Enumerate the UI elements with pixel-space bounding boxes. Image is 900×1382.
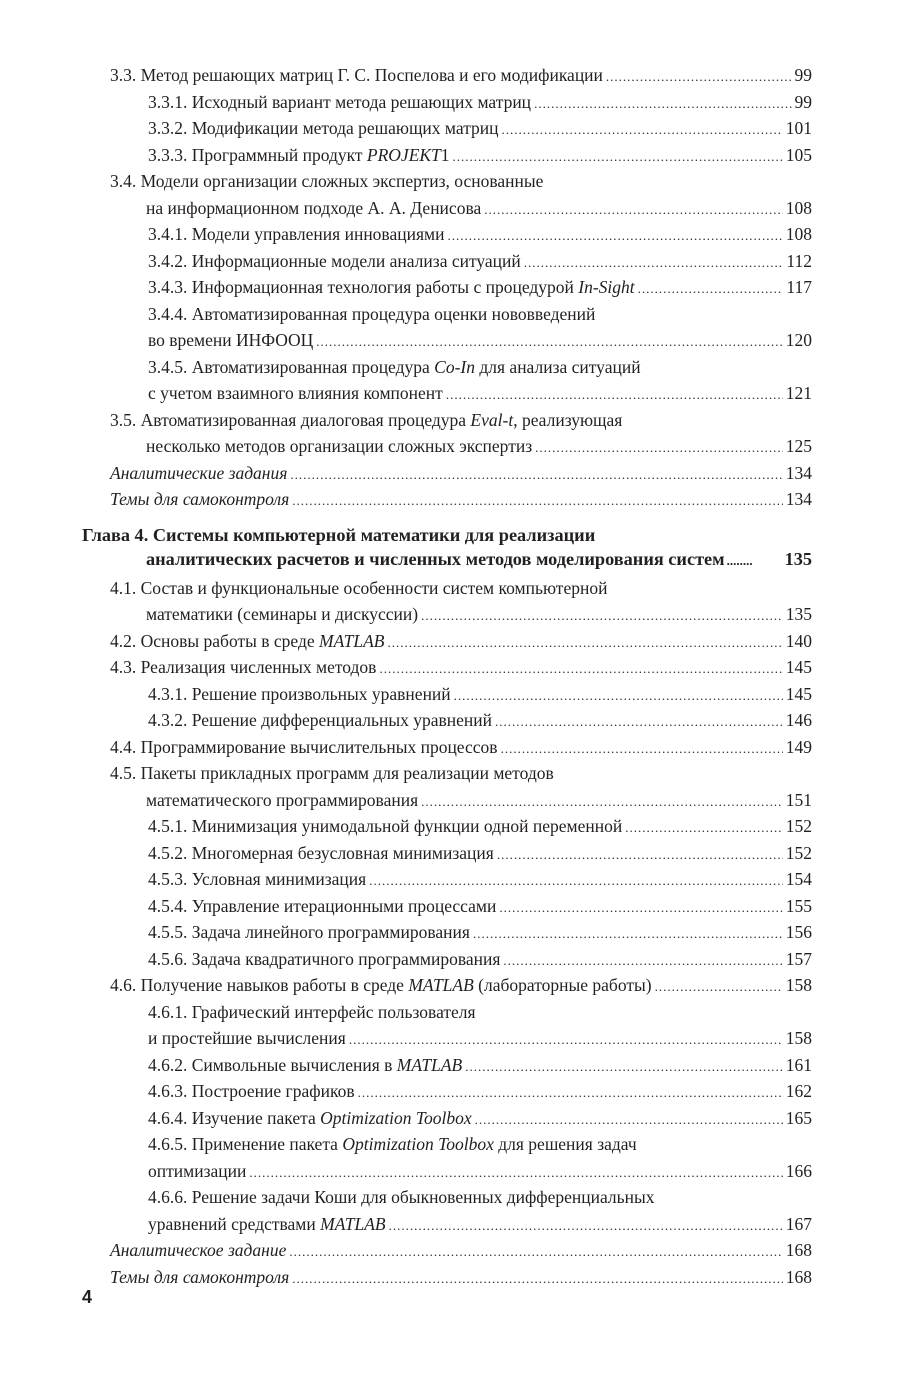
dot-leader (524, 250, 784, 277)
toc-entry (0, 301, 900, 354)
toc-entry-title: 4.5.1. Минимизация унимодальной функции одной переменной (148, 816, 623, 836)
toc-entry (0, 575, 900, 628)
dot-leader (454, 683, 783, 710)
toc-entry-title: 3.3.3. Программный продукт PROJEKT1 (148, 144, 450, 165)
toc-entry-title: 4.1. Состав и функциональные особенности систем компьютерной (110, 577, 608, 598)
toc-entry-title: 4.5.3. Условная минимизация (148, 869, 367, 889)
toc-entry (0, 354, 900, 407)
toc-entry-title: Аналитические задания (110, 462, 288, 483)
toc-entry-page: 101 (785, 118, 812, 138)
toc-entry (0, 460, 900, 487)
dot-leader (473, 921, 783, 948)
toc-entry (0, 1052, 900, 1079)
toc-entry-title: 4.6. Получение навыков работы в среде MATLAB (лабораторные работы) (110, 975, 652, 995)
dot-leader (379, 656, 782, 683)
toc-entry-title: на информационном подходе А. А. Денисова (146, 197, 482, 218)
toc-entry (0, 628, 900, 655)
toc-entry-page: 99 (794, 65, 812, 85)
toc-entry-title: Аналитическое задание (110, 1240, 287, 1260)
dot-leader (499, 895, 782, 922)
dot-leader (389, 1213, 783, 1240)
toc-entry-title: 4.5.4. Управление итерационными процессами (148, 895, 497, 916)
toc-entry-title: 4.6.1. Графический интерфейс пользователя (148, 1001, 476, 1022)
toc-entry (0, 89, 900, 116)
dot-leader (387, 630, 782, 657)
dot-leader (292, 488, 783, 515)
dot-leader (495, 709, 783, 736)
dot-leader (349, 1027, 783, 1054)
toc-entry-page: 145 (785, 683, 812, 704)
toc-entry-title: 3.4.2. Информационные модели анализа ситуаций (148, 250, 521, 271)
toc-entry-title: Темы для самоконтроля (110, 1266, 290, 1287)
toc-entry-page: 135 (784, 548, 812, 569)
dot-leader (358, 1080, 783, 1107)
toc-entry-page: 165 (785, 1107, 812, 1128)
toc-entry (0, 707, 900, 734)
toc-entry (0, 62, 900, 89)
toc-entry-title: 3.3. Метод решающих матриц Г. С. Поспелова и его модификации (110, 65, 603, 85)
toc-entry-title: 4.6.3. Построение графиков (148, 1081, 355, 1101)
dot-leader (727, 549, 783, 573)
toc-entry-title: 3.4.5. Автоматизированная процедура Co-In для анализа ситуаций (148, 356, 641, 377)
toc-entry (0, 1078, 900, 1105)
dot-leader (465, 1054, 783, 1081)
toc-entry-page: 167 (785, 1213, 812, 1234)
toc-entry-page: 108 (785, 224, 812, 244)
toc-entry-title: несколько методов организации сложных экспертиз (146, 436, 533, 456)
dot-leader (292, 1266, 783, 1293)
toc-entry-title: во времени ИНФООЦ (148, 330, 314, 350)
toc-entry (0, 946, 900, 973)
table-of-contents (0, 62, 900, 1290)
toc-entry (0, 972, 900, 999)
dot-leader (502, 117, 783, 144)
toc-entry-page: 152 (785, 842, 812, 863)
toc-entry-title: 4.3. Реализация численных методов (110, 657, 377, 677)
dot-leader (535, 435, 783, 462)
toc-entry-title: 3.3.2. Модификации метода решающих матриц (148, 118, 499, 138)
toc-entry-page: 151 (785, 789, 812, 810)
toc-entry-title: 3.4.1. Модели управления инновациями (148, 224, 445, 244)
toc-entry (0, 1264, 900, 1291)
toc-entry-page: 155 (785, 895, 812, 916)
toc-entry-page: 145 (785, 657, 812, 677)
toc-entry-title: математического программирования (146, 789, 419, 810)
toc-entry (0, 654, 900, 681)
toc-entry-page: 121 (785, 383, 812, 403)
toc-entry-page: 158 (785, 975, 812, 995)
toc-entry-title: 4.3.1. Решение произвольных уравнений (148, 683, 451, 704)
dot-leader (289, 1239, 782, 1266)
page-number: 4 (82, 1287, 93, 1307)
toc-entry-title: 4.6.6. Решение задачи Коши для обыкновенных дифференциальных (148, 1187, 655, 1207)
dot-leader (475, 1107, 783, 1134)
toc-entry (0, 866, 900, 893)
toc-entry-title: 4.3.2. Решение дифференциальных уравнений (148, 710, 493, 730)
toc-entry (0, 221, 900, 248)
toc-entry-page: 134 (785, 489, 812, 509)
toc-entry-title: аналитических расчетов и численных методов моделирования систем (146, 548, 725, 569)
toc-entry-title: 3.4.3. Информационная технология работы с процедурой In-Sight (148, 277, 635, 297)
toc-entry (0, 760, 900, 813)
toc-entry-page: 149 (785, 736, 812, 757)
dot-leader (421, 789, 783, 816)
toc-entry-page: 157 (785, 948, 812, 969)
dot-leader (369, 868, 783, 895)
toc-entry-page: 99 (794, 91, 812, 112)
dot-leader (421, 603, 783, 630)
dot-leader (606, 64, 792, 91)
dot-leader (655, 974, 783, 1001)
dot-leader (503, 948, 782, 975)
toc-entry (0, 919, 900, 946)
toc-entry-title: уравнений средствами MATLAB (148, 1213, 386, 1234)
toc-entry-title: 3.5. Автоматизированная диалоговая процедура Eval-t, реализующая (110, 409, 623, 430)
dot-leader (249, 1160, 782, 1187)
toc-entry (0, 168, 900, 221)
toc-entry (0, 734, 900, 761)
toc-entry (0, 1184, 900, 1237)
toc-entry (0, 115, 900, 142)
toc-entry-page: 152 (785, 816, 812, 836)
toc-entry-title: 3.3.1. Исходный вариант метода решающих матриц (148, 91, 532, 112)
dot-leader (446, 382, 783, 409)
toc-entry (0, 248, 900, 275)
toc-entry (0, 1131, 900, 1184)
toc-entry (0, 1237, 900, 1264)
toc-entry-page: 134 (785, 462, 812, 483)
toc-entry-title: 3.4. Модели организации сложных экспертиз, основанные (110, 171, 544, 191)
toc-entry (0, 813, 900, 840)
dot-leader (316, 329, 783, 356)
toc-entry-page: 108 (785, 197, 812, 218)
dot-leader (447, 223, 782, 250)
toc-entry-page: 140 (785, 630, 812, 651)
toc-entry-page: 162 (785, 1081, 812, 1101)
dot-leader (638, 276, 784, 303)
dot-leader (534, 91, 791, 118)
toc-entry (0, 274, 900, 301)
toc-entry-page: 117 (786, 277, 812, 297)
toc-entry-page: 105 (785, 144, 812, 165)
toc-entry-page: 146 (785, 710, 812, 730)
toc-entry (0, 407, 900, 460)
dot-leader (497, 842, 783, 869)
toc-entry-title: 4.5. Пакеты прикладных программ для реализации методов (110, 763, 554, 783)
toc-entry (0, 840, 900, 867)
toc-entry-title: Глава 4. Системы компьютерной математики для реализации (82, 524, 596, 545)
toc-entry-title: 4.6.5. Применение пакета Optimization Toolbox для решения задач (148, 1134, 637, 1154)
dot-leader (290, 462, 782, 489)
toc-entry-page: 120 (785, 330, 812, 350)
toc-entry-title: 4.6.4. Изучение пакета Optimization Toolbox (148, 1107, 472, 1128)
toc-entry-page: 135 (785, 604, 812, 624)
toc-entry-title: Темы для самоконтроля (110, 489, 290, 509)
toc-entry (0, 1105, 900, 1132)
toc-entry-title: математики (семинары и дискуссии) (146, 604, 419, 624)
toc-entry-page: 158 (785, 1028, 812, 1048)
toc-entry-page: 112 (786, 250, 812, 271)
toc-entry-page: 156 (785, 922, 812, 942)
toc-entry (0, 681, 900, 708)
toc-entry (0, 893, 900, 920)
dot-leader (453, 144, 783, 171)
toc-entry-title: 4.5.2. Многомерная безусловная минимизация (148, 842, 494, 863)
dot-leader (625, 815, 783, 842)
toc-entry (0, 486, 900, 513)
toc-entry-title: 4.2. Основы работы в среде MATLAB (110, 630, 385, 651)
toc-entry-title: 3.4.4. Автоматизированная процедура оценки нововведений (148, 303, 596, 324)
toc-entry (0, 999, 900, 1052)
toc-entry-title: 4.5.5. Задача линейного программирования (148, 922, 470, 942)
toc-entry-page: 168 (785, 1240, 812, 1260)
chapter-heading (0, 523, 900, 571)
toc-entry-title: оптимизации (148, 1160, 247, 1181)
toc-entry-title: 4.5.6. Задача квадратичного программирования (148, 948, 501, 969)
toc-entry-title: и простейшие вычисления (148, 1028, 346, 1048)
toc-entry-page: 161 (785, 1054, 812, 1075)
dot-leader (501, 736, 783, 763)
toc-entry (0, 142, 900, 169)
toc-entry-title: с учетом взаимного влияния компонент (148, 383, 443, 403)
toc-entry-title: 4.6.2. Символьные вычисления в MATLAB (148, 1054, 463, 1075)
dot-leader (484, 197, 783, 224)
toc-entry-title: 4.4. Программирование вычислительных процессов (110, 736, 498, 757)
toc-entry-page: 166 (785, 1160, 812, 1181)
toc-entry-page: 125 (785, 436, 812, 456)
toc-entry-page: 168 (785, 1266, 812, 1287)
toc-entry-page: 154 (785, 869, 812, 889)
